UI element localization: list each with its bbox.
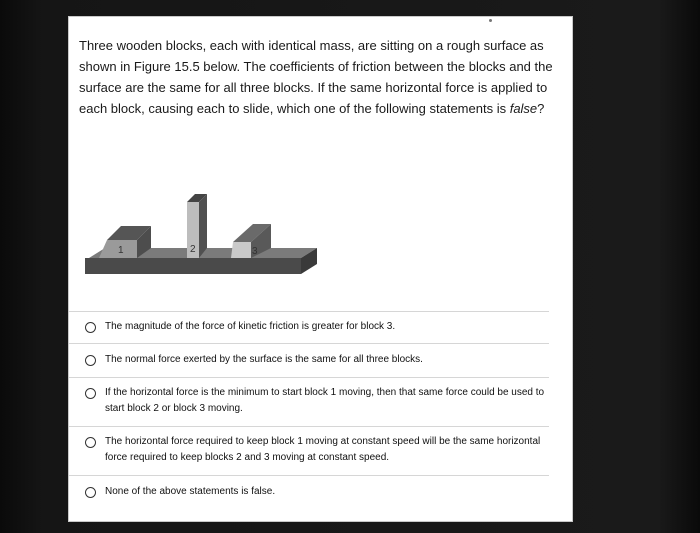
block-3-front (231, 242, 251, 258)
answer-option-4[interactable] (85, 434, 555, 466)
radio-button[interactable] (85, 487, 96, 498)
answer-option-5[interactable] (85, 484, 555, 500)
answer-option-3[interactable] (85, 385, 555, 417)
answer-option-label: If the horizontal force is the minimum to start block 1 moving, then that same force could be used to start block 2 or block 3 moving. (105, 387, 545, 414)
answer-option-label: None of the above statements is false. (105, 486, 276, 497)
option-separator (69, 426, 549, 427)
answer-option-label: The magnitude of the force of kinetic friction is greater for block 3. (105, 321, 396, 332)
option-separator (69, 343, 549, 344)
answer-option-1[interactable] (85, 319, 555, 335)
decorative-dot (489, 19, 492, 22)
question-text-end: ? (537, 101, 545, 116)
answer-option-2[interactable] (85, 352, 555, 368)
block-2-label: 2 (190, 244, 196, 255)
blocks-figure (81, 182, 321, 282)
radio-button[interactable] (85, 388, 96, 399)
option-separator (69, 475, 549, 476)
option-separator (69, 311, 549, 312)
question-text (79, 35, 559, 119)
radio-button[interactable] (85, 437, 96, 448)
platform-front (85, 258, 301, 274)
radio-button[interactable] (85, 322, 96, 333)
answer-option-label: The normal force exerted by the surface is the same for all three blocks. (105, 354, 423, 365)
block-2-side (199, 194, 207, 258)
answer-option-label: The horizontal force required to keep block 1 moving at constant speed will be the same horizontal force required to keep blocks 2 and 3 moving at constant speed. (105, 436, 541, 463)
block-1-label: 1 (118, 245, 124, 256)
radio-button[interactable] (85, 355, 96, 366)
block-3-label: 3 (252, 246, 258, 257)
question-emphasis: false (509, 101, 538, 116)
option-separator (69, 377, 549, 378)
question-card (68, 16, 573, 522)
question-text-main: Three wooden blocks, each with identical mass, are sitting on a rough surface as shown in Figure 15.5 below. The coefficients of friction between the blocks and the surface are the same for all three blocks. If the same horizontal force is applied to each block, causing each to slide, which one of the following statements is (79, 38, 553, 116)
